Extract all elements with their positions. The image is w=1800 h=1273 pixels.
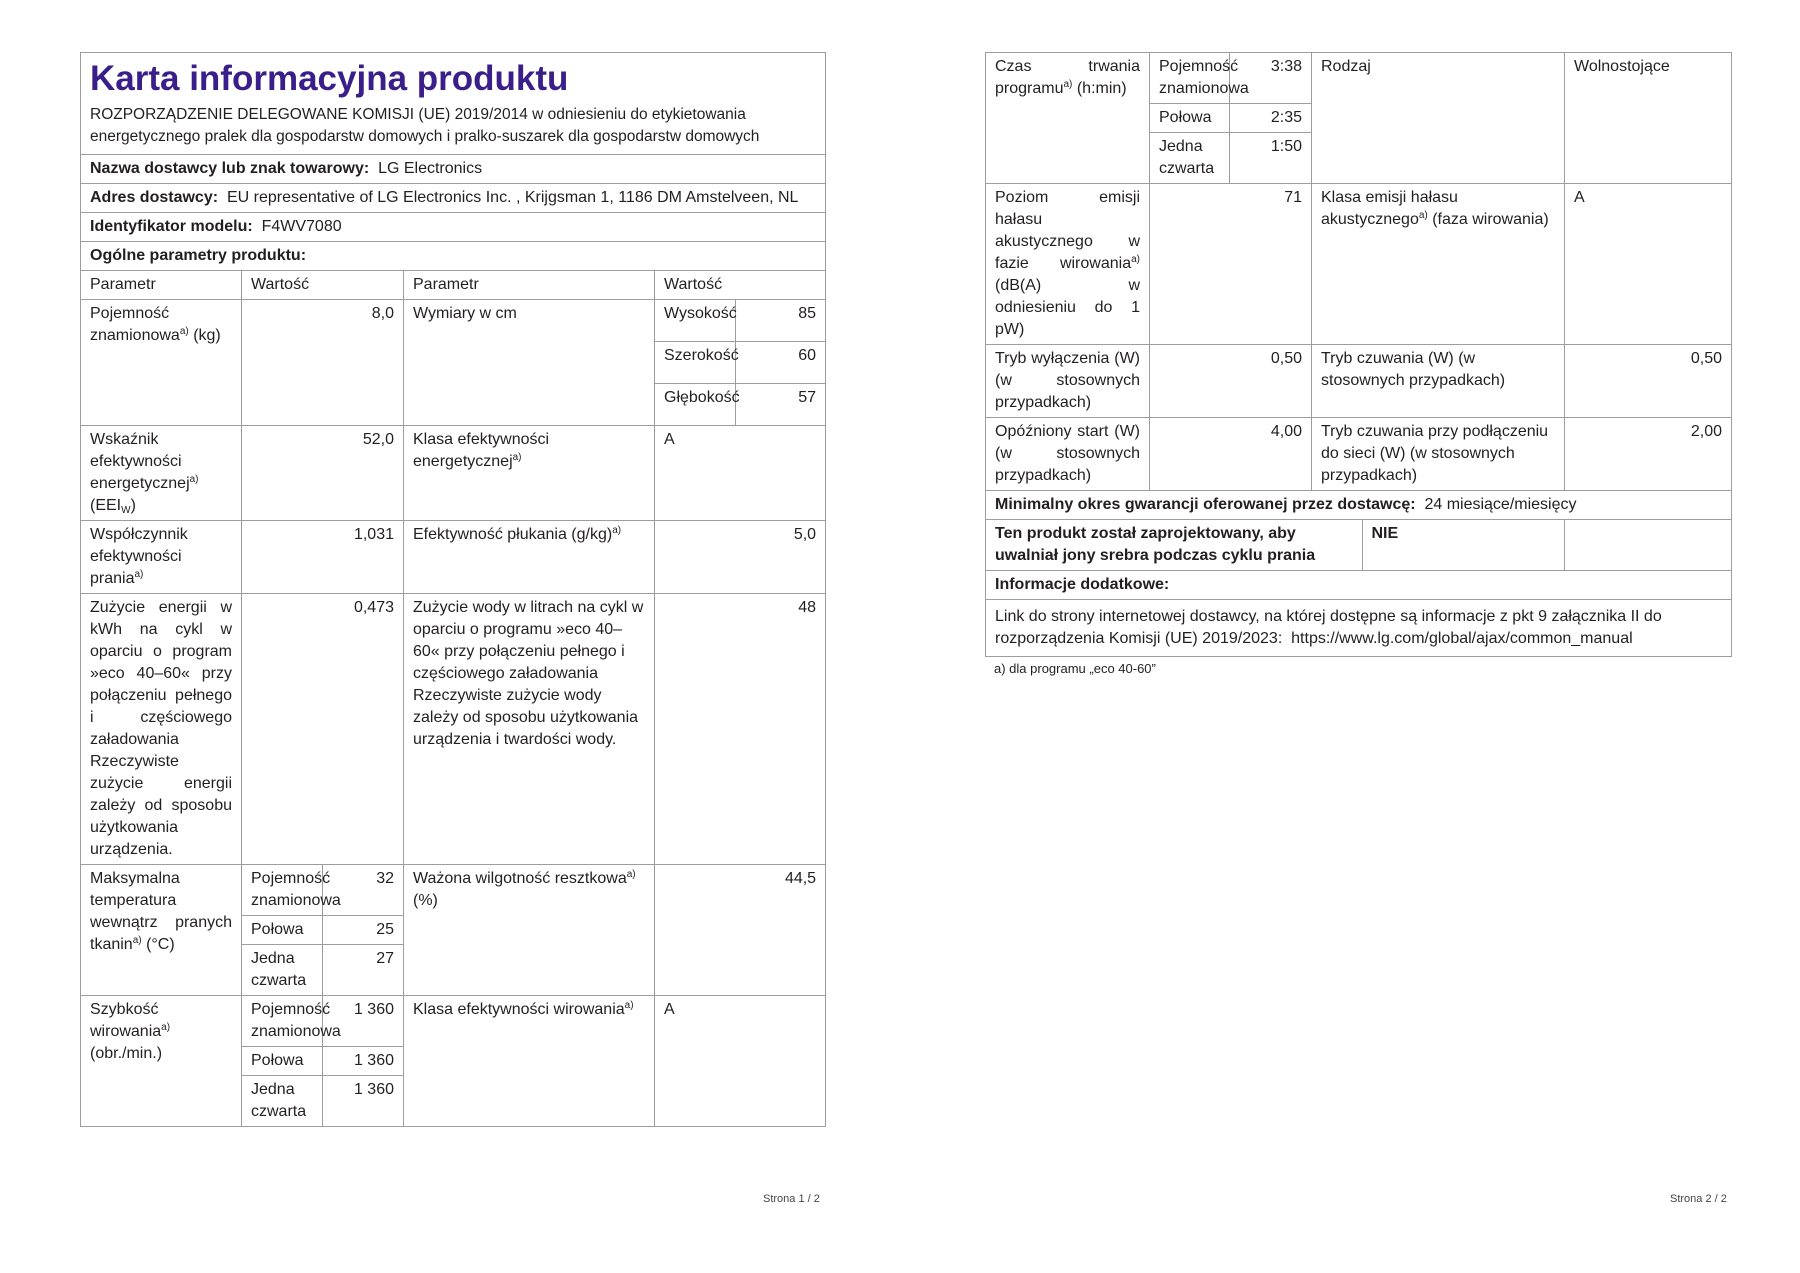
network-standby-value: 2,00 bbox=[1565, 418, 1732, 491]
water-consumption-value: 48 bbox=[655, 594, 826, 865]
capacity-value: 8,0 bbox=[242, 300, 404, 426]
silver-value: NIE bbox=[1371, 525, 1399, 542]
spin-class-label: Klasa efektywności wirowania$^{a)}$ bbox=[404, 996, 655, 1127]
temp-half-value: 25 bbox=[323, 916, 404, 945]
temp-quarter-value: 27 bbox=[323, 945, 404, 996]
header-param: Parametr bbox=[81, 271, 242, 300]
type-value: Wolnostojące bbox=[1565, 53, 1732, 184]
page-number-1: Strona 1 / 2 bbox=[763, 1193, 820, 1205]
wash-efficiency-value: 1,031 bbox=[242, 521, 404, 594]
page-title: Karta informacyjna produktu bbox=[90, 59, 569, 98]
model-value: F4WV7080 bbox=[261, 218, 342, 235]
energy-class-value: A bbox=[655, 426, 826, 521]
general-params-label: Ogólne parametry produktu: bbox=[90, 247, 307, 264]
noise-label: Poziom emisji hałasu akustycznego w fazie wirowania$^{a)}$ (dB(A) w odniesieniu do 1 pW) bbox=[986, 184, 1150, 345]
address-label: Adres dostawcy: bbox=[90, 189, 219, 206]
depth-value: 57 bbox=[736, 384, 826, 426]
width-label: Szerokość bbox=[655, 342, 736, 384]
duration-quarter-value: 1:50 bbox=[1230, 133, 1312, 184]
height-value: 85 bbox=[736, 300, 826, 342]
link-row bbox=[986, 600, 1732, 657]
model-label: Identyfikator modelu: bbox=[90, 218, 253, 235]
page-1 bbox=[80, 52, 825, 1127]
network-standby-label: Tryb czuwania przy podłączeniu do sieci (W) (w stosownych przypadkach) bbox=[1312, 418, 1565, 491]
supplier-label: Nazwa dostawcy lub znak towarowy: bbox=[90, 160, 370, 177]
depth-label: Głębokość bbox=[655, 384, 736, 426]
height-label: Wysokość bbox=[655, 300, 736, 342]
spin-full-label: Pojemność znamionowa bbox=[242, 996, 323, 1047]
capacity-label: Pojemność znamionowa$^{a)}$ (kg) bbox=[81, 300, 242, 426]
noise-value: 71 bbox=[1150, 184, 1312, 345]
footnote: a) dla programu „eco 40-60” bbox=[994, 661, 1156, 676]
wash-efficiency-label: Współczynnik efektywności prania$^{a)}$ bbox=[81, 521, 242, 594]
address-value: EU representative of LG Electronics Inc. , Krijgsman 1, 1186 DM Amstelveen, NL bbox=[226, 189, 799, 206]
silver-row-filler bbox=[1565, 520, 1732, 571]
spin-half-value: 1 360 bbox=[323, 1047, 404, 1076]
header-param-2: Parametr bbox=[404, 271, 655, 300]
spin-speed-label: Szybkość wirowania$^{a)}$ (obr./min.) bbox=[81, 996, 242, 1127]
noise-class-label: Klasa emisji hałasu akustycznego$^{a)}$ (faza wirowania) bbox=[1312, 184, 1565, 345]
silver-label: Ten produkt został zaprojektowany, aby uwalniał jony srebra podczas cyklu prania bbox=[986, 520, 1362, 570]
energy-class-label: Klasa efektywności energetycznej$^{a)}$ bbox=[404, 426, 655, 521]
header-value: Wartość bbox=[242, 271, 404, 300]
duration-quarter-label: Jedna czwarta bbox=[1150, 133, 1230, 184]
spin-full-value: 1 360 bbox=[323, 996, 404, 1047]
general-params-row bbox=[81, 242, 826, 271]
additional-info-row bbox=[986, 571, 1732, 600]
temp-half-label: Połowa bbox=[242, 916, 323, 945]
duration-half-value: 2:35 bbox=[1230, 104, 1312, 133]
spin-quarter-value: 1 360 bbox=[323, 1076, 404, 1127]
duration-label: Czas trwania programu$^{a)}$ (h:min) bbox=[986, 53, 1150, 184]
eei-value: 52,0 bbox=[242, 426, 404, 521]
delay-start-value: 4,00 bbox=[1150, 418, 1312, 491]
water-consumption-label: Zużycie wody w litrach na cykl w oparciu o programu »eco 40–60« przy połączeniu pełnego i częściowego załadowania Rzeczywiste zużycie wody zależy od sposobu użytkowania urządzenia i twardości wody. bbox=[404, 594, 655, 865]
warranty-value: 24 miesiące/miesięcy bbox=[1424, 496, 1577, 513]
regulation-text: ROZPORZĄDZENIE DELEGOWANE KOMISJI (UE) 2019/2014 w odniesieniu do etykietowania energetycznego pralek dla gospodarstw domowych i pralko-suszarek dla gospodarstw domowych bbox=[90, 106, 760, 145]
moisture-label: Ważona wilgotność resztkowa$^{a)}$ (%) bbox=[404, 865, 655, 996]
type-label: Rodzaj bbox=[1312, 53, 1565, 184]
model-row bbox=[81, 213, 826, 242]
off-mode-label: Tryb wyłączenia (W) (w stosownych przypadkach) bbox=[986, 345, 1150, 418]
temp-quarter-label: Jedna czwarta bbox=[242, 945, 323, 996]
energy-consumption-label: Zużycie energii w kWh na cykl w oparciu o program »eco 40–60« przy połączeniu pełnego i częściowego załadowania Rzeczywiste zużycie energii zależy od sposobu użytkowania urządzenia. bbox=[81, 594, 242, 865]
eei-label: Wskaźnik efektywności energetycznej$^{a)}$ $(EEI_W)$ bbox=[81, 426, 242, 521]
standby-value: 0,50 bbox=[1565, 345, 1732, 418]
warranty-label: Minimalny okres gwarancji oferowanej przez dostawcę: bbox=[995, 496, 1416, 513]
delay-start-label: Opóźniony start (W) (w stosownych przypadkach) bbox=[986, 418, 1150, 491]
noise-class-value: A bbox=[1565, 184, 1732, 345]
energy-consumption-value: 0,473 bbox=[242, 594, 404, 865]
spin-half-label: Połowa bbox=[242, 1047, 323, 1076]
warranty-row bbox=[986, 491, 1732, 520]
off-mode-value: 0,50 bbox=[1150, 345, 1312, 418]
dimensions-label: Wymiary w cm bbox=[404, 300, 655, 426]
silver-row bbox=[986, 520, 1565, 571]
header-value-2: Wartość bbox=[655, 271, 826, 300]
page-2 bbox=[985, 52, 1731, 676]
product-info-table bbox=[80, 52, 826, 1127]
page-number-2: Strona 2 / 2 bbox=[1670, 1193, 1727, 1205]
standby-label: Tryb czuwania (W) (w stosownych przypadkach) bbox=[1312, 345, 1565, 418]
width-value: 60 bbox=[736, 342, 826, 384]
supplier-value: LG Electronics bbox=[378, 160, 483, 177]
duration-half-label: Połowa bbox=[1150, 104, 1230, 133]
product-info-table-2 bbox=[985, 52, 1732, 657]
duration-full-value: 3:38 bbox=[1230, 53, 1312, 104]
moisture-value: 44,5 bbox=[655, 865, 826, 996]
link-text: Link do strony internetowej dostawcy, na której dostępne są informacje z pkt 9 załącznika II do rozporządzenia Komisji (UE) 2019/2023: bbox=[995, 608, 1662, 647]
spin-quarter-label: Jedna czwarta bbox=[242, 1076, 323, 1127]
max-temperature-label: Maksymalna temperatura wewnątrz pranych tkanin$^{a)}$ (°C) bbox=[81, 865, 242, 996]
spin-class-value: A bbox=[655, 996, 826, 1127]
supplier-row bbox=[81, 155, 826, 184]
address-row bbox=[81, 184, 826, 213]
additional-info-label: Informacje dodatkowe: bbox=[995, 576, 1170, 593]
rinse-efficiency-label: Efektywność płukania $(g/kg)^{a)}$ bbox=[404, 521, 655, 594]
rinse-efficiency-value: 5,0 bbox=[655, 521, 826, 594]
duration-full-label: Pojemność znamionowa bbox=[1150, 53, 1230, 104]
temp-full-label: Pojemność znamionowa bbox=[242, 865, 323, 916]
temp-full-value: 32 bbox=[323, 865, 404, 916]
link-url[interactable]: https://www.lg.com/global/ajax/common_manual bbox=[1291, 630, 1633, 647]
header-cell bbox=[81, 53, 826, 155]
